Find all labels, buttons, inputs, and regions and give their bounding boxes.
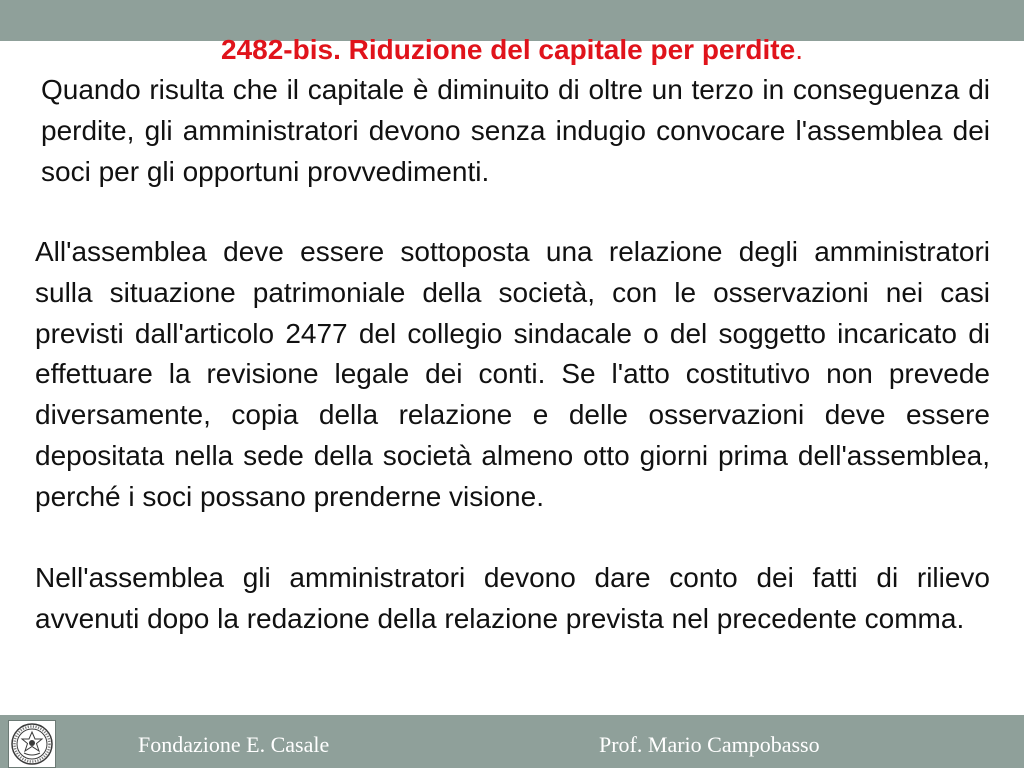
paragraph-1: Quando risulta che il capitale è diminuito di oltre un terzo in conseguenza di perdite, gli amministratori devono senza indugio convocare l'assemblea dei soci per gli opportuni provvedimenti. — [41, 74, 990, 187]
footer-author-name: Prof. Mario Campobasso — [599, 732, 820, 757]
footer-foundation-name: Fondazione E. Casale — [138, 732, 330, 757]
slide-title — [0, 30, 1024, 70]
slide-title-text: 2482-bis. Riduzione del capitale per perdite — [221, 34, 796, 65]
slide-title-suffix: . — [795, 34, 803, 65]
paragraph-3: Nell'assemblea gli amministratori devono dare conto dei fatti di rilievo avvenuti dopo la redazione della relazione prevista nel precedente comma. — [35, 562, 990, 634]
foundation-seal-icon — [8, 720, 56, 768]
paragraph-2: All'assemblea deve essere sottoposta una relazione degli amministratori sulla situazione patrimoniale della società, con le osservazioni nei casi previsti dall'articolo 2477 del collegio sindacale o del soggetto incaricato di effettuare la revisione legale dei conti. Se l'atto costitutivo non prevede diversamente, copia della relazione e delle osservazioni deve essere depositata nella sede della società almeno otto giorni prima dell'assemblea, perché i soci possano prenderne visione. — [35, 236, 990, 512]
foundation-seal-graphic — [9, 721, 55, 767]
